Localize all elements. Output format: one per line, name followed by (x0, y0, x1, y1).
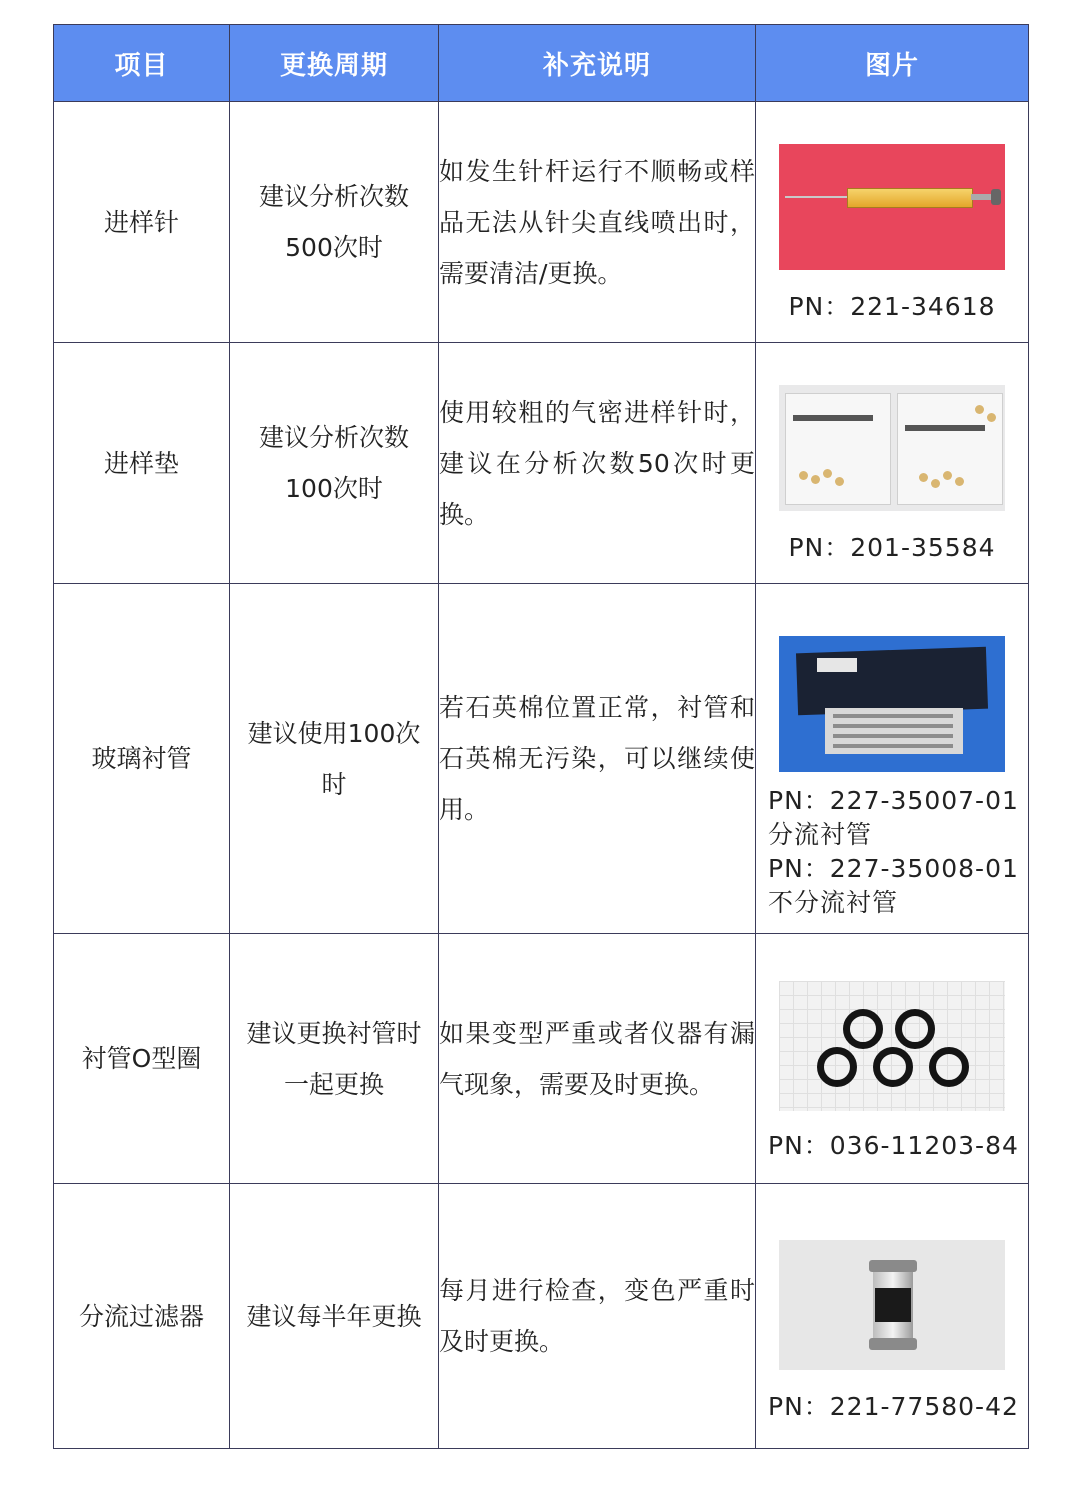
cycle-line: 建议更换衬管时 (246, 1018, 422, 1048)
header-picture: 图片 (756, 25, 1029, 102)
o-ring-photo (779, 981, 1005, 1111)
cycle-line: 一起更换 (283, 1069, 384, 1099)
cycle-cell (230, 343, 439, 584)
item-cell: 分流过滤器 (54, 1184, 230, 1449)
note-cell: 若石英棉位置正常，衬管和石英棉无污染，可以继续使用。 (439, 584, 756, 934)
table-row (54, 584, 1029, 934)
note-cell: 使用较粗的气密进样针时，建议在分析次数50次时更换。 (439, 343, 756, 584)
cycle-line: 建议分析次数 (258, 182, 409, 211)
note-cell: 每月进行检查，变色严重时及时更换。 (439, 1184, 756, 1449)
cycle-line: 500次时 (285, 233, 383, 262)
split-filter-photo (779, 1240, 1005, 1370)
table-header (54, 25, 1029, 102)
cycle-line: 建议使用100次 (247, 718, 421, 748)
cycle-cell (230, 584, 439, 934)
item-cell: 衬管O型圈 (54, 934, 230, 1184)
table-row (54, 343, 1029, 584)
item-cell: 进样针 (54, 102, 230, 343)
syringe-photo (779, 144, 1005, 270)
table-row (54, 102, 1029, 343)
part-number-list (756, 784, 1019, 920)
cycle-line: 时 (321, 769, 347, 799)
item-cell: 进样垫 (54, 343, 230, 584)
part-number: PN：201-35584 (788, 533, 996, 562)
cycle-cell (230, 934, 439, 1184)
septa-photo (779, 385, 1005, 511)
part-number: PN：227-35008-01 (768, 853, 1019, 883)
picture-cell (756, 934, 1029, 1184)
cycle-line: 建议分析次数 (258, 423, 409, 452)
cycle-cell (230, 1184, 439, 1449)
picture-cell (756, 1184, 1029, 1449)
cycle-cell (230, 102, 439, 343)
maintenance-table (53, 24, 1029, 1449)
picture-cell (756, 584, 1029, 934)
picture-cell (756, 102, 1029, 343)
part-number: PN：036-11203-84 (768, 1130, 1019, 1160)
part-number: PN：227-35007-01 (768, 785, 1019, 815)
header-cycle: 更换周期 (230, 25, 439, 102)
glass-liner-photo (779, 636, 1005, 772)
part-note: 分流衬管 (768, 819, 873, 849)
part-number: PN：221-34618 (788, 292, 996, 321)
cycle-line: 建议每半年更换 (246, 1301, 422, 1331)
item-cell: 玻璃衬管 (54, 584, 230, 934)
picture-cell (756, 343, 1029, 584)
cycle-line: 100次时 (285, 474, 383, 503)
part-number: PN：221-77580-42 (768, 1392, 1019, 1421)
table-row (54, 934, 1029, 1184)
table-row (54, 1184, 1029, 1449)
header-note: 补充说明 (439, 25, 756, 102)
part-note: 不分流衬管 (768, 887, 899, 917)
note-cell: 如发生针杆运行不顺畅或样品无法从针尖直线喷出时，需要清洁/更换。 (439, 102, 756, 343)
header-item: 项目 (54, 25, 230, 102)
note-cell: 如果变型严重或者仪器有漏气现象，需要及时更换。 (439, 934, 756, 1184)
